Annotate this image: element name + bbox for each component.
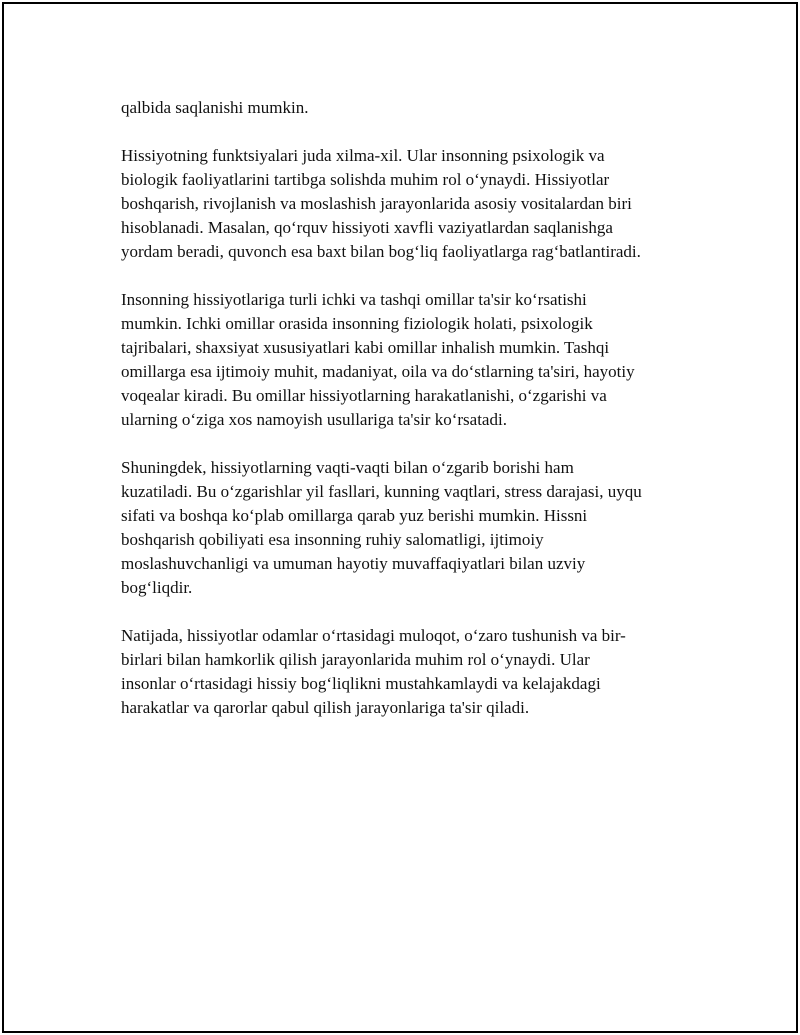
paragraph-3: Insonning hissiyotlariga turli ichki va tashqi omillar ta'sir koʻrsatishi mumkin. Ichki omillar orasida insonning fiziologik holati, psixologik tajribalari, shaxsiyat xususiyatlari kabi omillar inhalish mumkin. Tashqi omillarga esa ijtimoiy muhit, madaniyat, oila va doʻstlarning ta'siri, hayotiy voqealar kiradi. Bu omillar hissiyotlarning harakatlanishi, oʻzgarishi va ularning oʻziga xos namoyish usullariga ta'sir koʻrsatadi. [121,290,635,429]
paragraph-5: Natijada, hissiyotlar odamlar oʻrtasidagi muloqot, oʻzaro tushunish va bir- birlari bilan hamkorlik qilish jarayonlarida muhim rol oʻynaydi. Ular insonlar oʻrtasidagi hissiy bogʻliqlikni mustahkamlaydi va kelajakdagi harakatlar va qarorlar qabul qilish jarayonlariga ta'sir qiladi. [121,626,626,717]
document-body [121,96,701,744]
page [2,2,798,1033]
paragraph-4: Shuningdek, hissiyotlarning vaqti-vaqti bilan oʻzgarib borishi ham kuzatiladi. Bu oʻzgarishlar yil fasllari, kunning vaqtlari, stress darajasi, uyqu sifati va boshqa koʻplab omillarga qarab yuz berishi mumkin. Hissni boshqarish qobiliyati esa insonning ruhiy salomatligi, ijtimoiy moslashuvchanligi va umuman hayotiy muvaffaqiyatlari bilan uzviy bogʻliqdir. [121,458,642,597]
paragraph-1: qalbida saqlanishi mumkin. [121,98,309,117]
paragraph-2: Hissiyotning funktsiyalari juda xilma-xil. Ular insonning psixologik va biologik faoliyatlarini tartibga solishda muhim rol oʻynaydi. Hissiyotlar boshqarish, rivojlanish va moslashish jarayonlarida asosiy vositalardan biri hisoblanadi. Masalan, qoʻrquv hissiyoti xavfli vaziyatlardan saqlanishga yordam beradi, quvonch esa baxt bilan bogʻliq faoliyatlarga ragʻbatlantiradi. [121,146,641,261]
